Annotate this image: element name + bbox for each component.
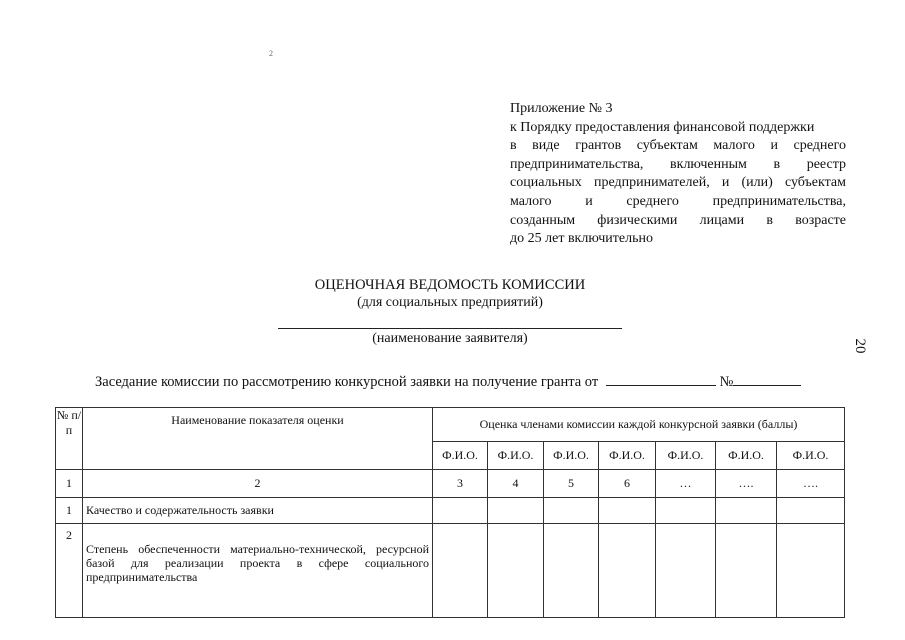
meeting-text: Заседание комиссии по рассмотрению конкурсной заявки на получение гранта от: [95, 374, 599, 390]
meeting-number-blank[interactable]: [733, 373, 801, 386]
column-number: 4: [488, 470, 544, 498]
member-header: Ф.И.О.: [544, 442, 599, 470]
appendix-line: к Порядку предоставления финансовой поддержки: [510, 119, 815, 135]
number-sign: №: [719, 374, 734, 390]
score-cell[interactable]: [777, 524, 845, 618]
member-header: Ф.И.О.: [777, 442, 845, 470]
appendix-line: созданным физическими лицами в возрасте: [510, 212, 846, 228]
meeting-date-blank[interactable]: [606, 373, 716, 386]
row-number: 2: [56, 524, 83, 618]
member-header: Ф.И.О.: [656, 442, 716, 470]
row-indicator: Качество и содержательность заявки: [83, 498, 433, 524]
member-header: Ф.И.О.: [599, 442, 656, 470]
column-number: 6: [599, 470, 656, 498]
score-cell[interactable]: [544, 498, 599, 524]
score-cell[interactable]: [656, 498, 716, 524]
row-indicator-cell: [83, 524, 433, 618]
meeting-line: [95, 373, 801, 391]
score-cell[interactable]: [488, 498, 544, 524]
table-row: [56, 524, 845, 618]
table-row: [56, 498, 845, 524]
evaluation-table: [55, 407, 845, 618]
header-number: № п/п: [56, 408, 83, 470]
row-indicator: Степень обеспеченности материально-технической, ресурсной базой для реализации проекта в сфере социального предпринимательства: [86, 542, 429, 584]
column-number: 1: [56, 470, 83, 498]
appendix-line: социальных предпринимателей, и (или) субъектам: [510, 175, 846, 191]
row-number: 1: [56, 498, 83, 524]
appendix-heading: Приложение № 3: [510, 101, 613, 116]
member-header: Ф.И.О.: [433, 442, 488, 470]
column-number: 2: [83, 470, 433, 498]
stray-mark: 2: [269, 49, 273, 58]
page-number: 20: [852, 338, 868, 354]
score-cell[interactable]: [544, 524, 599, 618]
score-cell[interactable]: [433, 498, 488, 524]
document-subtitle: (для социальных предприятий): [357, 295, 543, 310]
header-indicator: Наименование показателя оценки: [83, 408, 433, 470]
score-cell[interactable]: [488, 524, 544, 618]
appendix-block: [510, 100, 846, 249]
appendix-line: в виде грантов субъектам малого и среднего: [510, 138, 846, 154]
column-number: …: [656, 470, 716, 498]
document-title: ОЦЕНОЧНАЯ ВЕДОМОСТЬ КОМИССИИ: [314, 277, 586, 293]
column-number: 3: [433, 470, 488, 498]
score-cell[interactable]: [777, 498, 845, 524]
member-header: Ф.И.О.: [488, 442, 544, 470]
score-cell[interactable]: [716, 498, 777, 524]
appendix-line: предпринимательства, включенным в реестр: [510, 156, 846, 172]
applicant-name-line[interactable]: [278, 328, 622, 329]
column-number: 5: [544, 470, 599, 498]
appendix-line: до 25 лет включительно: [510, 231, 653, 247]
score-cell[interactable]: [599, 524, 656, 618]
score-cell[interactable]: [716, 524, 777, 618]
score-cell[interactable]: [433, 524, 488, 618]
column-number: ….: [777, 470, 845, 498]
member-header: Ф.И.О.: [716, 442, 777, 470]
header-scores: Оценка членами комиссии каждой конкурсной заявки (баллы): [433, 408, 845, 442]
score-cell[interactable]: [656, 524, 716, 618]
column-number: ….: [716, 470, 777, 498]
applicant-caption: (наименование заявителя): [372, 331, 528, 346]
score-cell[interactable]: [599, 498, 656, 524]
appendix-line: малого и среднего предпринимательства,: [510, 193, 846, 209]
